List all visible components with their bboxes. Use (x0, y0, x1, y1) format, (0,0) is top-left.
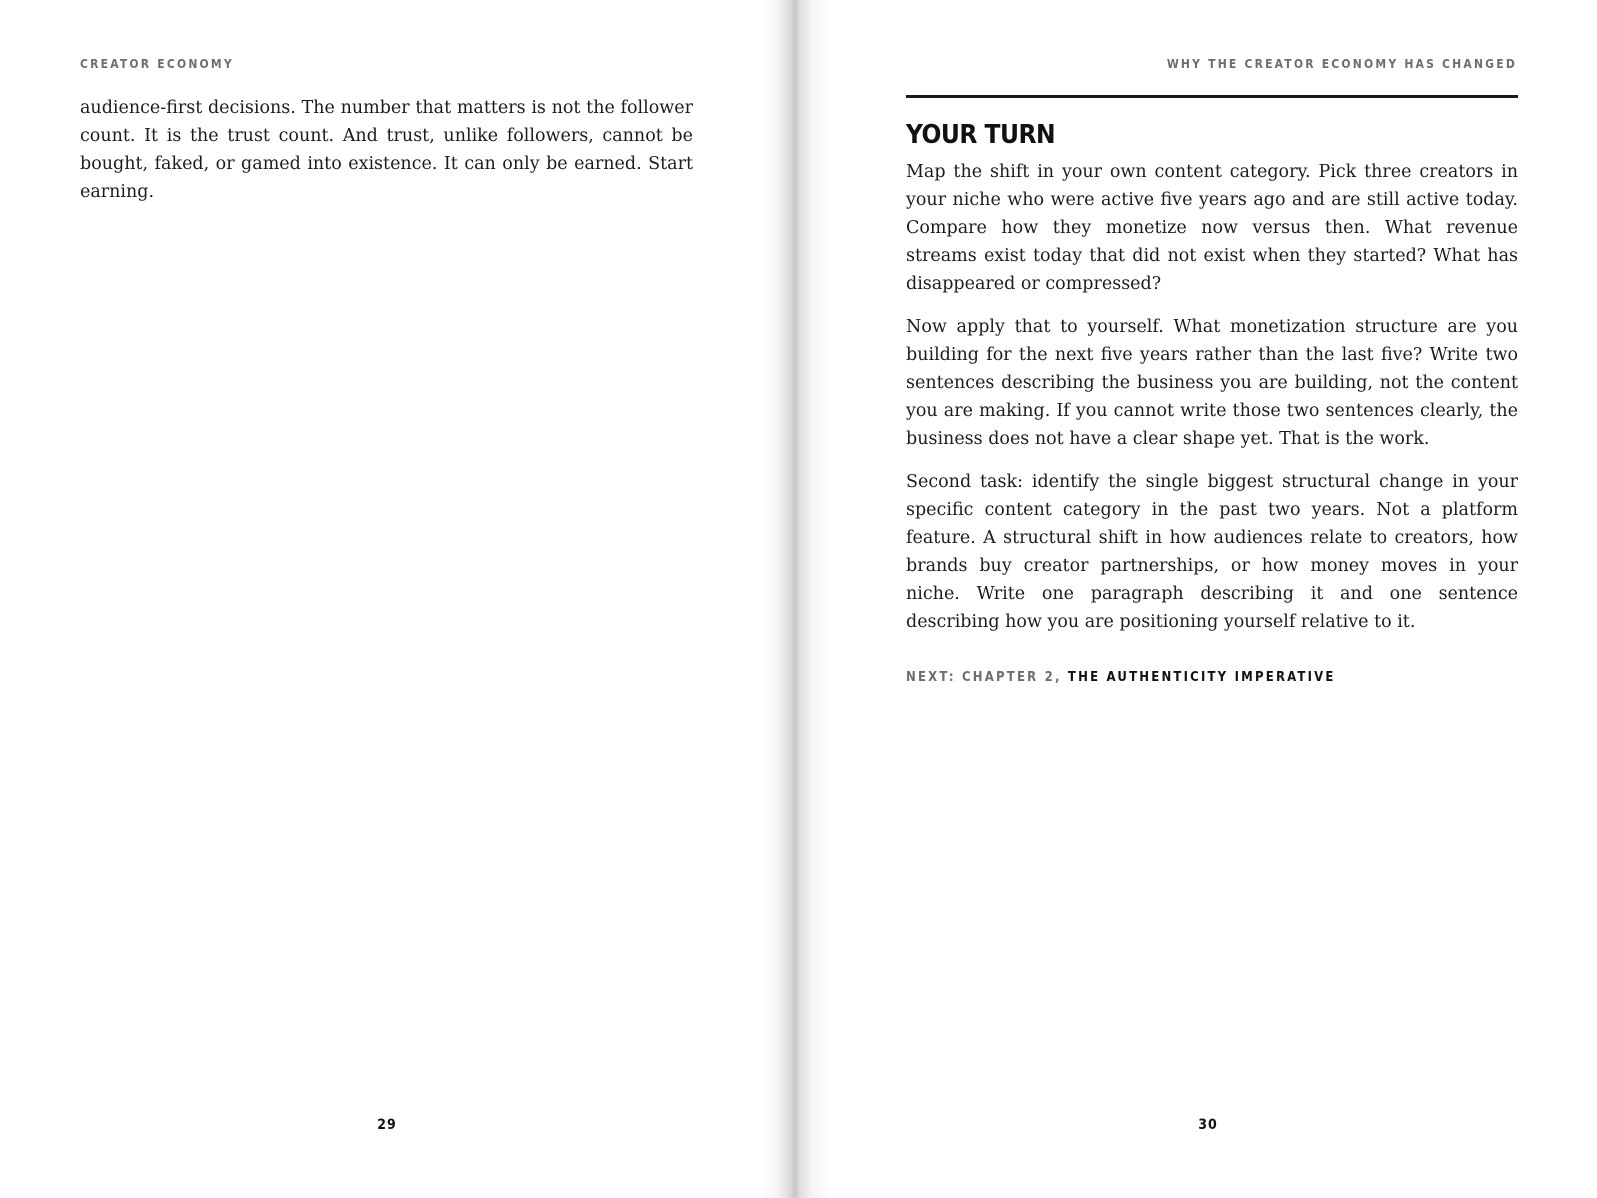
left-page[interactable] (0, 0, 790, 1198)
next-chapter-link[interactable] (906, 670, 1518, 685)
section-title: YOUR TURN (906, 120, 1056, 150)
your-turn-section (906, 95, 1518, 685)
left-page-number: 29 (377, 1117, 397, 1133)
next-chapter-prefix: NEXT: CHAPTER 2, (906, 670, 1068, 685)
left-running-head: CREATOR ECONOMY (80, 57, 234, 71)
right-page[interactable] (790, 0, 1597, 1198)
next-chapter-title: THE AUTHENTICITY IMPERATIVE (1067, 670, 1336, 685)
paragraph-1: Map the shift in your own content category. Pick three creators in your niche who were active five years ago and are still active today. Compare how they monetize now versus then. What revenue streams exist today that did not exist when they started? What has disappeared or compressed? (906, 162, 1518, 294)
paragraph-2: Now apply that to yourself. What monetization structure are you building for the next five years rather than the last five? Write two sentences describing the business you are building, not the content you are making. If you cannot write those two sentences clearly, the business does not have a clear shape yet. That is the work. (906, 317, 1518, 449)
section-rule (906, 95, 1518, 98)
paragraph-3: Second task: identify the single biggest structural change in your specific content category in the past two years. Not a platform feature. A structural shift in how audiences relate to creators, how brands buy creator partnerships, or how money moves in your niche. Write one paragraph describing it and one sentence describing how you are positioning yourself relative to it. (906, 472, 1518, 632)
left-body-paragraph: audience-first decisions. The number that matters is not the follower count. It is the trust count. And trust, unlike followers, cannot be bought, faked, or gamed into existence. It can only be earned. Start earning. (80, 98, 693, 202)
right-running-head: WHY THE CREATOR ECONOMY HAS CHANGED (1166, 57, 1517, 71)
right-page-number: 30 (1198, 1117, 1218, 1133)
